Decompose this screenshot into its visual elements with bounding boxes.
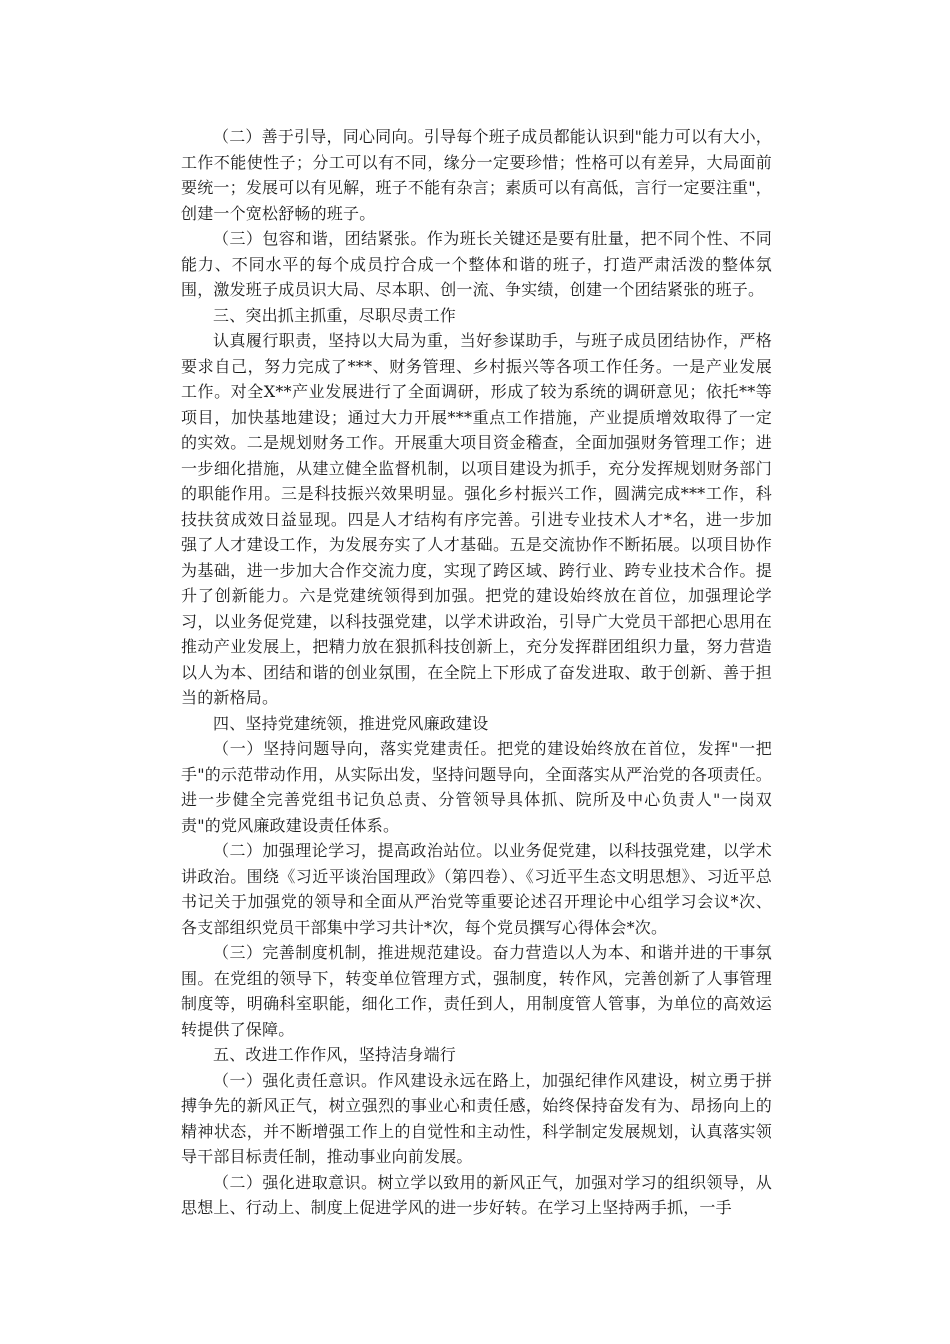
document-body [181, 124, 772, 1221]
paragraph: （二）加强理论学习，提高政治站位。以业务促党建，以科技强党建，以学术讲政治。围绕《习近平谈治国理政》（第四卷）、《习近平生态文明思想》、习近平总书记关于加强党的领导和全面从严治党等重要论述召开理论中心组学习会议*次、各支部组织党员干部集中学习共计*次，每个党员撰写心得体会*次。 [181, 841, 772, 937]
paragraph: （二）善于引导，同心同向。引导每个班子成员都能认识到"能力可以有大小，工作不能使性子；分工可以有不同，缘分一定要珍惜；性格可以有差异，大局面前要统一；发展可以有见解，班子不能有杂言；素质可以有高低，言行一定要注重"，创建一个宽松舒畅的班子。 [181, 127, 772, 223]
section-heading: 五、改进工作作风，坚持洁身端行 [213, 1045, 457, 1064]
paragraph: （二）强化进取意识。树立学以致用的新风正气，加强对学习的组织领导，从思想上、行动上、制度上促进学风的进一步好转。在学习上坚持两手抓，一手 [181, 1172, 772, 1217]
paragraph: （一）强化责任意识。作风建设永远在路上，加强纪律作风建设，树立勇于拼搏争先的新风正气，树立强烈的事业心和责任感，始终保持奋发有为、昂扬向上的精神状态，并不断增强工作上的自觉性和主动性，科学制定发展规划，认真落实领导干部目标责任制，推动事业向前发展。 [181, 1070, 772, 1166]
paragraph: （三）完善制度机制，推进规范建设。奋力营造以人为本、和谐并进的干事氛围。在党组的领导下，转变单位管理方式，强制度，转作风，完善创新了人事管理制度等，明确科室职能，细化工作，责任到人，用制度管人管事，为单位的高效运转提供了保障。 [181, 943, 772, 1039]
section-heading: 三、突出抓主抓重，尽职尽责工作 [213, 305, 457, 325]
paragraph: 认真履行职责，坚持以大局为重，当好参谋助手，与班子成员团结协作，严格要求自己，努力完成了***、财务管理、乡村振兴等各项工作任务。一是产业发展工作。对全X**产业发展进行了全面调研，形成了较为系统的调研意见；依托**等项目，加快基地建设；通过大力开展***重点工作措施，产业提质增效取得了一定的实效。二是规划财务工作。开展重大项目资金稽查，全面加强财务管理工作；进一步细化措施，从建立健全监督机制，以项目建设为抓手，充分发挥规划财务部门的职能作用。三是科技振兴效果明显。强化乡村振兴工作，圆满完成***工作，科技扶贫成效日益显现。四是人才结构有序完善。引进专业技术人才*名，进一步加强了人才建设工作，为发展夯实了人才基础。五是交流协作不断拓展。以项目协作为基础，进一步加大合作交流力度，实现了跨区域、跨行业、跨专业技术合作。提升了创新能力。六是党建统领得到加强。把党的建设始终放在首位，加强理论学习，以业务促党建，以科技强党建，以学术讲政治，引导广大党员干部把心思用在推动产业发展上，把精力放在狠抓科技创新上，充分发挥群团组织力量，努力营造以人为本、团结和谐的创业氛围，在全院上下形成了奋发进取、敢于创新、善于担当的新格局。 [181, 331, 772, 707]
paragraph: （一）坚持问题导向，落实党建责任。把党的建设始终放在首位，发挥"一把手"的示范带动作用，从实际出发，坚持问题导向，全面落实从严治党的各项责任。进一步健全完善党组书记负总责、分管领导具体抓、院所及中心负责人"一岗双责"的党风廉政建设责任体系。 [181, 739, 772, 835]
paragraph: （三）包容和谐，团结紧张。作为班长关键还是要有肚量，把不同个性、不同能力、不同水平的每个成员拧合成一个整体和谐的班子，打造严肃活泼的整体氛围，激发班子成员识大局、尽本职、创一流、争实绩，创建一个团结紧张的班子。 [181, 229, 772, 299]
section-heading: 四、坚持党建统领，推进党风廉政建设 [213, 713, 489, 733]
